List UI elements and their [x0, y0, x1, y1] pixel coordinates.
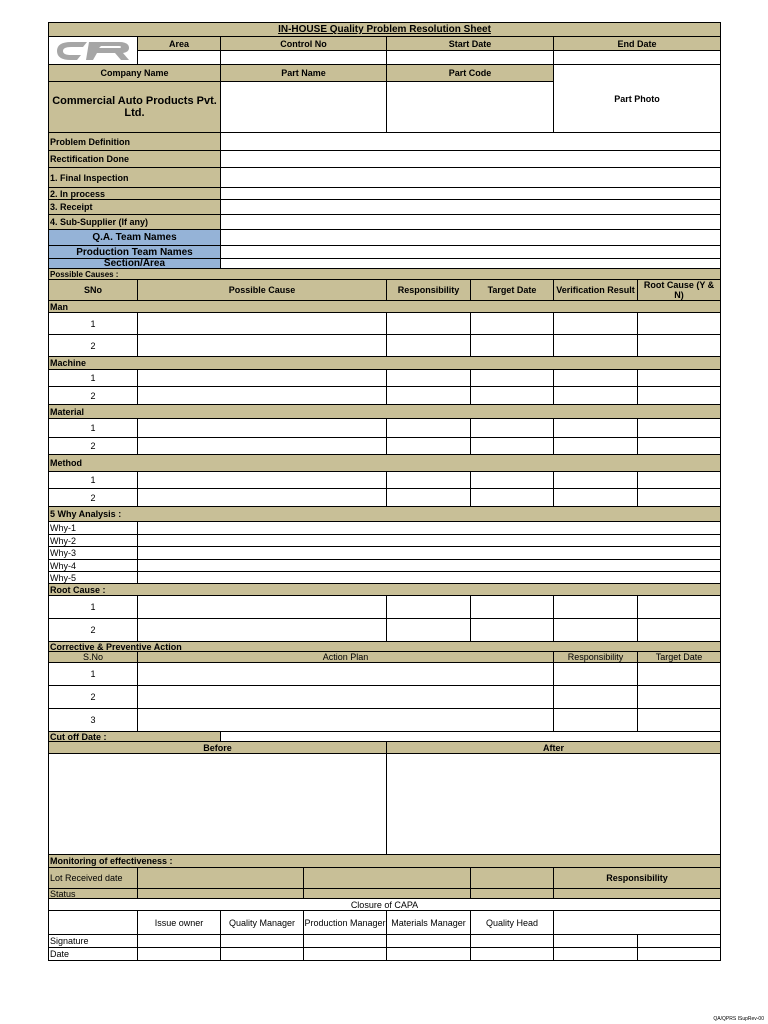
cause-row-man-2-verification[interactable]: [553, 334, 638, 357]
cause-row-man-1-responsibility[interactable]: [386, 312, 471, 335]
cause-group-material: Material: [48, 404, 721, 419]
cause-row-man-2-cause[interactable]: [137, 334, 387, 357]
final-inspection-field[interactable]: [220, 167, 721, 188]
cause-row-man-1-root-cause[interactable]: [637, 312, 721, 335]
footer-document-code: QA/QPRS ISupRev-00: [713, 1016, 764, 1022]
signature-field[interactable]: [386, 934, 471, 948]
cause-row-method-1-target-date[interactable]: [470, 471, 554, 489]
capa-responsibility-field[interactable]: [553, 662, 638, 686]
cause-row-method-2-verification[interactable]: [553, 488, 638, 507]
cause-row-method-1-root-cause[interactable]: [637, 471, 721, 489]
capa-heading: Corrective & Preventive Action: [48, 641, 721, 652]
why-row-label: Why-3: [48, 546, 138, 560]
root-cause-row-1-cause[interactable]: [137, 595, 387, 619]
company-name-value: Commercial Auto Products Pvt. Ltd.: [48, 81, 221, 133]
cause-row-method-1-responsibility[interactable]: [386, 471, 471, 489]
date-field[interactable]: [637, 947, 721, 961]
col-verification-result: Verification Result: [553, 279, 638, 301]
cause-row-method-2-target-date[interactable]: [470, 488, 554, 507]
cause-row-man-2-sno: 2: [48, 334, 138, 357]
cause-row-machine-2-responsibility[interactable]: [386, 386, 471, 405]
signature-field[interactable]: [637, 934, 721, 948]
company-logo: [48, 36, 138, 65]
root-cause-row-2-verification[interactable]: [553, 618, 638, 642]
capa-col-responsibility: Responsibility: [553, 651, 638, 663]
closure-blank-header[interactable]: [48, 910, 138, 935]
capa-row-sno: 1: [48, 662, 138, 686]
lot-received-field-1[interactable]: [137, 867, 304, 889]
signature-field[interactable]: [303, 934, 387, 948]
date-field[interactable]: [553, 947, 638, 961]
cause-row-machine-1-cause[interactable]: [137, 369, 387, 387]
cause-row-machine-2-cause[interactable]: [137, 386, 387, 405]
cause-row-material-1-sno: 1: [48, 418, 138, 438]
date-field[interactable]: [137, 947, 221, 961]
capa-target-date-field[interactable]: [637, 662, 721, 686]
rectification-done-label: Rectification Done: [48, 150, 221, 168]
cause-row-machine-1-responsibility[interactable]: [386, 369, 471, 387]
cause-row-machine-1-sno: 1: [48, 369, 138, 387]
capa-row-sno: 2: [48, 685, 138, 709]
closure-role-5: Quality Head: [470, 910, 554, 935]
cause-row-man-1-target-date[interactable]: [470, 312, 554, 335]
cause-row-material-1-responsibility[interactable]: [386, 418, 471, 438]
closure-heading: Closure of CAPA: [48, 898, 721, 911]
after-photo-area[interactable]: [386, 753, 721, 855]
cause-row-material-1-target-date[interactable]: [470, 418, 554, 438]
cause-group-machine: Machine: [48, 356, 721, 370]
capa-col-target-date: Target Date: [637, 651, 721, 663]
cause-row-machine-1-verification[interactable]: [553, 369, 638, 387]
closure-role-4: Materials Manager: [386, 910, 471, 935]
why-row-label: Why-4: [48, 559, 138, 572]
monitoring-heading: Monitoring of effectiveness :: [48, 854, 721, 868]
root-cause-row-1-target-date[interactable]: [470, 595, 554, 619]
control-no-label: Control No: [220, 36, 387, 51]
cause-row-method-2-sno: 2: [48, 488, 138, 507]
cause-row-material-2-verification[interactable]: [553, 437, 638, 455]
cause-group-man: Man: [48, 300, 721, 313]
area-label: Area: [137, 36, 221, 51]
part-name-label: Part Name: [220, 64, 387, 82]
root-cause-row-2-responsibility[interactable]: [386, 618, 471, 642]
lot-received-field-2[interactable]: [303, 867, 471, 889]
after-label: After: [386, 741, 721, 754]
end-date-field[interactable]: [553, 50, 721, 65]
date-field[interactable]: [220, 947, 304, 961]
col-responsibility: Responsibility: [386, 279, 471, 301]
cause-row-man-2-target-date[interactable]: [470, 334, 554, 357]
capa-target-date-field[interactable]: [637, 685, 721, 709]
root-cause-row-1-responsibility[interactable]: [386, 595, 471, 619]
capa-target-date-field[interactable]: [637, 708, 721, 732]
cause-row-man-1-verification[interactable]: [553, 312, 638, 335]
root-cause-row-2-sno: 2: [48, 618, 138, 642]
receipt-label: 3. Receipt: [48, 199, 221, 215]
signature-field[interactable]: [553, 934, 638, 948]
signature-field[interactable]: [470, 934, 554, 948]
cause-row-man-2-responsibility[interactable]: [386, 334, 471, 357]
production-team-field[interactable]: [220, 245, 721, 259]
cause-row-material-1-verification[interactable]: [553, 418, 638, 438]
cause-row-man-2-root-cause[interactable]: [637, 334, 721, 357]
cause-row-machine-2-verification[interactable]: [553, 386, 638, 405]
cause-row-material-2-cause[interactable]: [137, 437, 387, 455]
start-date-label: Start Date: [386, 36, 554, 51]
cause-row-method-1-cause[interactable]: [137, 471, 387, 489]
why-row-label: Why-1: [48, 521, 138, 535]
lot-received-date-label: Lot Received date: [48, 867, 138, 889]
quality-problem-resolution-sheet: [48, 22, 720, 960]
capa-col-sno: S.No: [48, 651, 138, 663]
cause-row-machine-1-target-date[interactable]: [470, 369, 554, 387]
root-cause-row-2-target-date[interactable]: [470, 618, 554, 642]
end-date-label: End Date: [553, 36, 721, 51]
before-photo-area[interactable]: [48, 753, 387, 855]
company-name-label: Company Name: [48, 64, 221, 82]
capa-responsibility-field[interactable]: [553, 685, 638, 709]
production-team-label: Production Team Names: [48, 245, 221, 259]
date-label: Date: [48, 947, 138, 961]
signature-field[interactable]: [220, 934, 304, 948]
sub-supplier-field[interactable]: [220, 214, 721, 230]
possible-causes-heading: Possible Causes :: [48, 268, 721, 280]
before-label: Before: [48, 741, 387, 754]
cause-row-man-1-cause[interactable]: [137, 312, 387, 335]
control-no-field[interactable]: [220, 50, 387, 65]
cause-row-material-1-root-cause[interactable]: [637, 418, 721, 438]
cause-row-method-2-root-cause[interactable]: [637, 488, 721, 507]
why-row-label: Why-2: [48, 534, 138, 547]
closure-role-3: Production Manager: [303, 910, 387, 935]
root-cause-row-2-cause[interactable]: [137, 618, 387, 642]
in-process-label: 2. In process: [48, 187, 221, 200]
capa-responsibility-field[interactable]: [553, 708, 638, 732]
root-cause-row-1-root-cause[interactable]: [637, 595, 721, 619]
area-field[interactable]: [137, 50, 221, 65]
root-cause-row-1-verification[interactable]: [553, 595, 638, 619]
date-field[interactable]: [386, 947, 471, 961]
part-code-label: Part Code: [386, 64, 554, 82]
cr-logo-icon: [53, 40, 133, 62]
cause-row-man-1-sno: 1: [48, 312, 138, 335]
col-sno: SNo: [48, 279, 138, 301]
part-photo-box[interactable]: Part Photo: [553, 64, 721, 133]
root-cause-row-1-sno: 1: [48, 595, 138, 619]
problem-definition-field[interactable]: [220, 132, 721, 151]
cause-row-material-2-target-date[interactable]: [470, 437, 554, 455]
cause-row-material-2-responsibility[interactable]: [386, 437, 471, 455]
why-row-field[interactable]: [137, 546, 721, 560]
col-root-cause: Root Cause (Y & N): [637, 279, 721, 301]
qa-team-label: Q.A. Team Names: [48, 229, 221, 246]
cutoff-date-label: Cut off Date :: [48, 731, 221, 742]
final-inspection-label: 1. Final Inspection: [48, 167, 221, 188]
problem-definition-label: Problem Definition: [48, 132, 221, 151]
capa-action-plan-field[interactable]: [137, 685, 554, 709]
cause-row-method-1-verification[interactable]: [553, 471, 638, 489]
status-label: Status: [48, 888, 138, 899]
cause-row-method-2-responsibility[interactable]: [386, 488, 471, 507]
cause-row-machine-2-target-date[interactable]: [470, 386, 554, 405]
sub-supplier-label: 4. Sub-Supplier (If any): [48, 214, 221, 230]
why-row-field[interactable]: [137, 521, 721, 535]
closure-role-1: Issue owner: [137, 910, 221, 935]
sheet-title: IN-HOUSE Quality Problem Resolution Sheet: [48, 22, 721, 37]
why-analysis-heading: 5 Why Analysis :: [48, 506, 721, 522]
cause-row-method-2-cause[interactable]: [137, 488, 387, 507]
root-cause-row-2-root-cause[interactable]: [637, 618, 721, 642]
cause-row-material-1-cause[interactable]: [137, 418, 387, 438]
cause-row-method-1-sno: 1: [48, 471, 138, 489]
capa-action-plan-field[interactable]: [137, 662, 554, 686]
capa-action-plan-field[interactable]: [137, 708, 554, 732]
monitoring-responsibility-label: Responsibility: [553, 867, 721, 889]
why-row-label: Why-5: [48, 571, 138, 584]
section-area-label: Section/Area: [48, 258, 221, 269]
rectification-done-field[interactable]: [220, 150, 721, 168]
qa-team-field[interactable]: [220, 229, 721, 246]
cause-row-material-2-root-cause[interactable]: [637, 437, 721, 455]
col-target-date: Target Date: [470, 279, 554, 301]
signature-label: Signature: [48, 934, 138, 948]
cause-row-machine-2-sno: 2: [48, 386, 138, 405]
cause-group-method: Method: [48, 454, 721, 472]
receipt-field[interactable]: [220, 199, 721, 215]
start-date-field[interactable]: [386, 50, 554, 65]
signature-field[interactable]: [137, 934, 221, 948]
closure-extra-header[interactable]: [553, 910, 721, 935]
date-field[interactable]: [470, 947, 554, 961]
capa-col-action-plan: Action Plan: [137, 651, 554, 663]
cause-row-material-2-sno: 2: [48, 437, 138, 455]
root-cause-heading: Root Cause :: [48, 583, 721, 596]
col-possible-cause: Possible Cause: [137, 279, 387, 301]
part-code-field[interactable]: [386, 81, 554, 133]
capa-row-sno: 3: [48, 708, 138, 732]
cause-row-machine-2-root-cause[interactable]: [637, 386, 721, 405]
part-name-field[interactable]: [220, 81, 387, 133]
lot-received-field-3[interactable]: [470, 867, 554, 889]
cause-row-machine-1-root-cause[interactable]: [637, 369, 721, 387]
closure-role-2: Quality Manager: [220, 910, 304, 935]
date-field[interactable]: [303, 947, 387, 961]
